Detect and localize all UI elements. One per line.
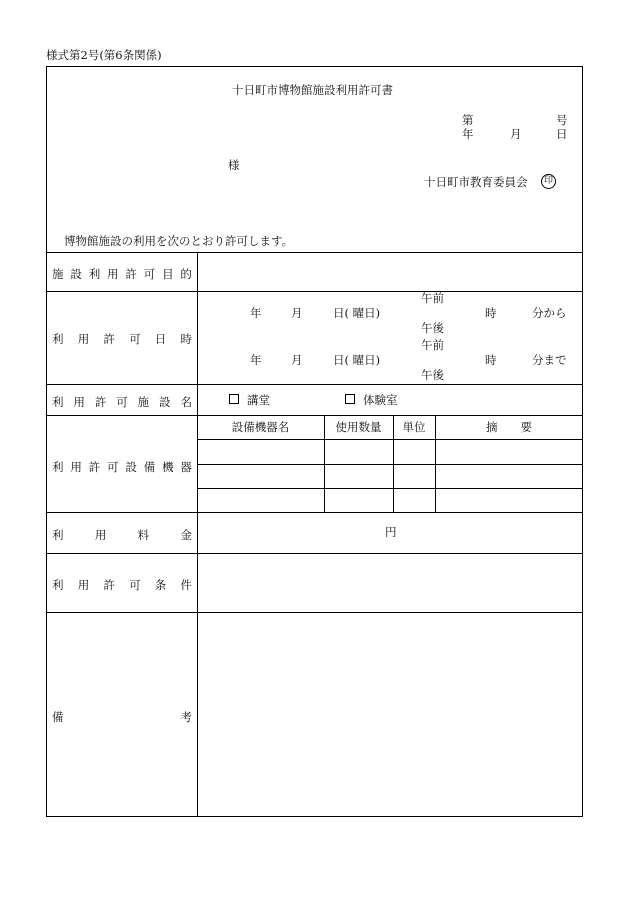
date-month: 月 <box>510 127 522 141</box>
end-year: 年 <box>250 353 262 367</box>
label-facility: 利 用 許 可 施 設 名 <box>52 395 192 409</box>
label-fee: 利 用 料 金 <box>52 528 192 542</box>
permission-statement: 博物館施設の利用を次のとおり許可します。 <box>64 234 294 248</box>
label-remarks: 備 考 <box>52 710 192 724</box>
equipment-row-divider <box>197 488 583 489</box>
start-from: 分から <box>532 306 567 320</box>
end-hour: 時 <box>485 353 497 367</box>
fee-unit: 円 <box>385 525 397 539</box>
purpose-field[interactable] <box>198 253 582 290</box>
start-hour: 時 <box>485 306 497 320</box>
equipment-col-qty: 使用数量 <box>335 420 382 434</box>
label-date: 利 用 許 可 日 時 <box>52 332 192 346</box>
row-divider <box>46 612 583 613</box>
date-year: 年 <box>462 127 474 141</box>
label-purpose: 施 設 利 用 許 可 目 的 <box>52 267 192 281</box>
number-go: 号 <box>556 113 568 127</box>
end-until: 分まで <box>532 353 567 367</box>
seal-mark <box>541 174 556 189</box>
label-equipment: 利 用 許 可 設 備 機 器 <box>52 460 192 474</box>
row-divider <box>46 512 583 513</box>
equipment-row-divider <box>197 464 583 465</box>
start-am: 午前 <box>421 291 444 305</box>
date-day: 日 <box>556 127 568 141</box>
row-divider <box>46 384 583 385</box>
start-pm: 午後 <box>421 321 444 335</box>
checkbox-icon[interactable] <box>229 394 239 404</box>
document-title: 十日町市博物館施設利用許可書 <box>232 83 393 97</box>
row-divider <box>46 415 583 416</box>
end-month: 月 <box>291 353 303 367</box>
facility-option-hall[interactable]: 講堂 <box>229 394 270 407</box>
end-am: 午前 <box>421 338 444 352</box>
end-pm: 午後 <box>421 368 444 382</box>
equipment-col-unit: 単位 <box>402 420 426 434</box>
start-year: 年 <box>250 306 262 320</box>
start-day-weekday: 日( 曜日) <box>333 306 381 320</box>
facility-option-workshop[interactable]: 体験室 <box>345 394 398 407</box>
checkbox-icon[interactable] <box>345 394 355 404</box>
label-column-divider <box>197 252 198 817</box>
equipment-row-divider <box>197 439 583 440</box>
start-month: 月 <box>291 306 303 320</box>
label-conditions: 利 用 許 可 条 件 <box>52 578 192 592</box>
issuer-name: 十日町市教育委員会 <box>424 175 528 189</box>
seal-icon: 印 <box>541 174 556 189</box>
equipment-col-summary: 摘 要 <box>486 420 532 434</box>
form-number-label: 様式第2号(第6条関係) <box>46 48 162 62</box>
number-dai: 第 <box>462 113 474 127</box>
row-divider <box>46 291 583 292</box>
end-day-weekday: 日( 曜日) <box>333 353 381 367</box>
equipment-col-name: 設備機器名 <box>231 420 290 434</box>
row-divider <box>46 553 583 554</box>
recipient-suffix: 様 <box>228 158 240 172</box>
